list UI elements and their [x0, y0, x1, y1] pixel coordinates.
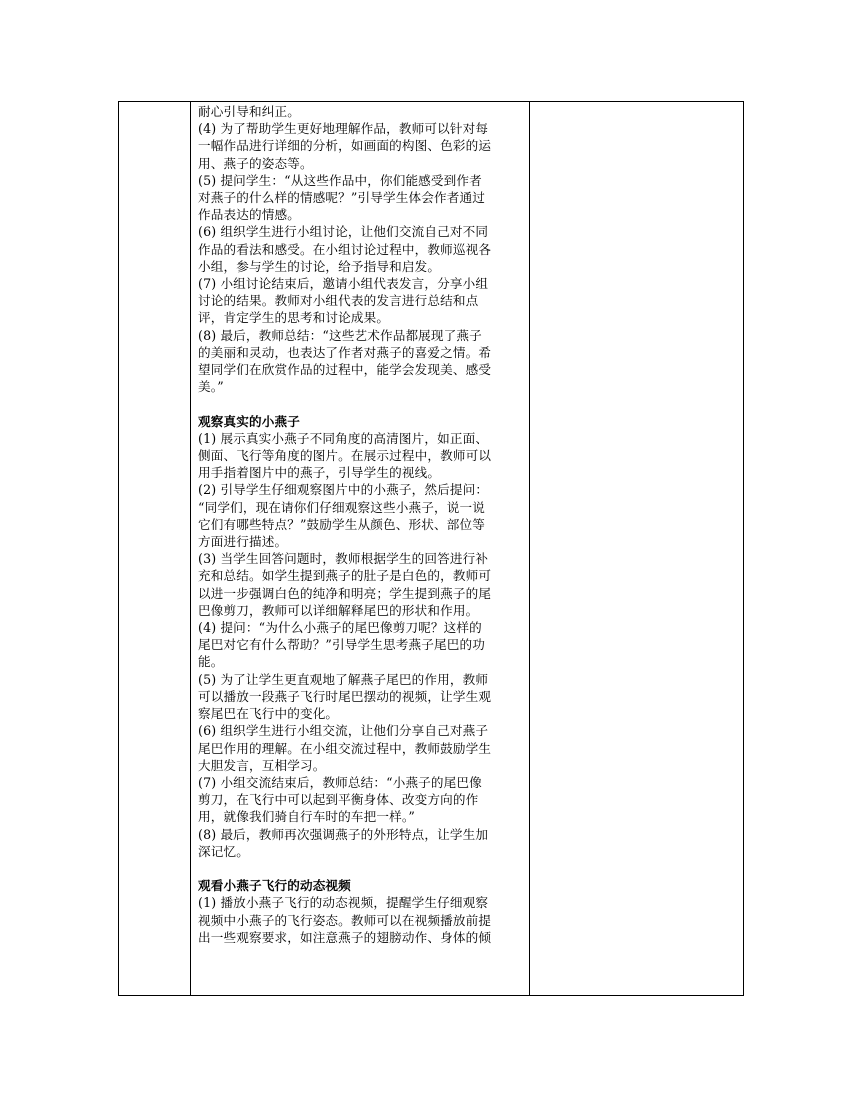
text-line: 评，肯定学生的思考和讨论成果。 [198, 310, 390, 326]
text-line: 作品表达的情感。 [198, 207, 300, 223]
table-row [119, 102, 744, 996]
text-line: 对燕子的什么样的情感呢？”引导学生体会作者通过 [198, 190, 485, 206]
text-line: 用、燕子的姿态等。 [198, 155, 313, 171]
text-line: 大胆发言，互相学习。 [198, 757, 326, 773]
text-line: 作品的看法和感受。在小组讨论过程中，教师巡视各 [198, 241, 492, 257]
text-line: (5) 为了让学生更直观地了解燕子尾巴的作用，教师 [198, 671, 489, 687]
text-line: (8) 最后，教师再次强调燕子的外形特点，让学生加 [198, 826, 489, 842]
section-heading: 观察真实的小燕子 [198, 413, 300, 429]
text-line: 视频中小燕子的飞行姿态。教师可以在视频播放前提 [198, 912, 492, 928]
text-line: 一幅作品进行详细的分析，如画面的构图、色彩的运 [198, 138, 492, 154]
text-line: (2) 引导学生仔细观察图片中的小燕子，然后提问： [198, 482, 489, 498]
text-line: 察尾巴在飞行中的变化。 [198, 706, 339, 722]
text-line: 能。 [198, 654, 224, 670]
text-line: 用，就像我们骑自行车时的车把一样。” [198, 809, 415, 825]
text-line: 耐心引导和纠正。 [198, 104, 300, 119]
text-line: (4) 提问：“为什么小燕子的尾巴像剪刀呢？这样的 [198, 620, 482, 636]
text-line: (4) 为了帮助学生更好地理解作品，教师可以针对每 [198, 121, 489, 137]
text-line: 讨论的结果。教师对小组代表的发言进行总结和点 [198, 293, 479, 309]
text-line: 剪刀，在飞行中可以起到平衡身体、改变方向的作 [198, 792, 479, 808]
text-line: 侧面、飞行等角度的图片。在展示过程中，教师可以 [198, 448, 492, 464]
paragraph-gap [198, 395, 523, 412]
text-line: 巴像剪刀，教师可以详细解释尾巴的形状和作用。 [198, 602, 479, 618]
text-line: 方面进行描述。 [198, 534, 288, 550]
text-line: 深记忆。 [198, 843, 249, 859]
text-line: (3) 当学生回答问题时，教师根据学生的回答进行补 [198, 551, 489, 567]
text-line: (7) 小组交流结束后，教师总结：“小燕子的尾巴像 [198, 774, 482, 790]
stage-column-cell [119, 102, 191, 996]
text-line: 它们有哪些特点？”鼓励学生从颜色、形状、部位等 [198, 516, 485, 532]
text-line: 的美丽和灵动，也表达了作者对燕子的喜爱之情。希 [198, 344, 492, 360]
text-line: 以进一步强调白色的纯净和明亮；学生提到燕子的尾 [198, 585, 492, 601]
text-line: 用手指着图片中的燕子，引导学生的视线。 [198, 465, 441, 481]
text-line: 可以播放一段燕子飞行时尾巴摆动的视频，让学生观 [198, 688, 492, 704]
text-line: (1) 播放小燕子飞行的动态视频，提醒学生仔细观察 [198, 895, 489, 911]
text-line: 出一些观察要求，如注意燕子的翅膀动作、身体的倾 [198, 929, 492, 945]
content-column-cell [191, 102, 530, 996]
text-line: 尾巴对它有什么帮助？”引导学生思考燕子尾巴的功 [198, 637, 485, 653]
text-line: (6) 组织学生进行小组交流，让他们分享自己对燕子 [198, 723, 489, 739]
text-line: (8) 最后，教师总结：“这些艺术作品都展现了燕子 [198, 327, 482, 343]
paragraph-gap [198, 860, 523, 877]
section-heading: 观看小燕子飞行的动态视频 [198, 878, 351, 894]
notes-column-cell [530, 102, 744, 996]
lesson-plan-table [118, 101, 744, 996]
text-line: 尾巴作用的理解。在小组交流过程中，教师鼓励学生 [198, 740, 492, 756]
text-line: “同学们，现在请你们仔细观察这些小燕子，说一说 [198, 499, 485, 515]
text-line: 望同学们在欣赏作品的过程中，能学会发现美、感受 [198, 362, 492, 378]
text-line: 小组，参与学生的讨论，给予指导和启发。 [198, 258, 441, 274]
text-line: (1) 展示真实小燕子不同角度的高清图片，如正面、 [198, 430, 489, 446]
text-line: (5) 提问学生：“从这些作品中，你们能感受到作者 [198, 172, 482, 188]
lesson-content [191, 102, 529, 995]
text-line: (6) 组织学生进行小组讨论，让他们交流自己对不同 [198, 224, 489, 240]
text-line: 美。” [198, 379, 224, 395]
text-line: (7) 小组讨论结束后，邀请小组代表发言，分享小组 [198, 276, 489, 292]
text-line: 充和总结。如学生提到燕子的肚子是白色的，教师可 [198, 568, 492, 584]
